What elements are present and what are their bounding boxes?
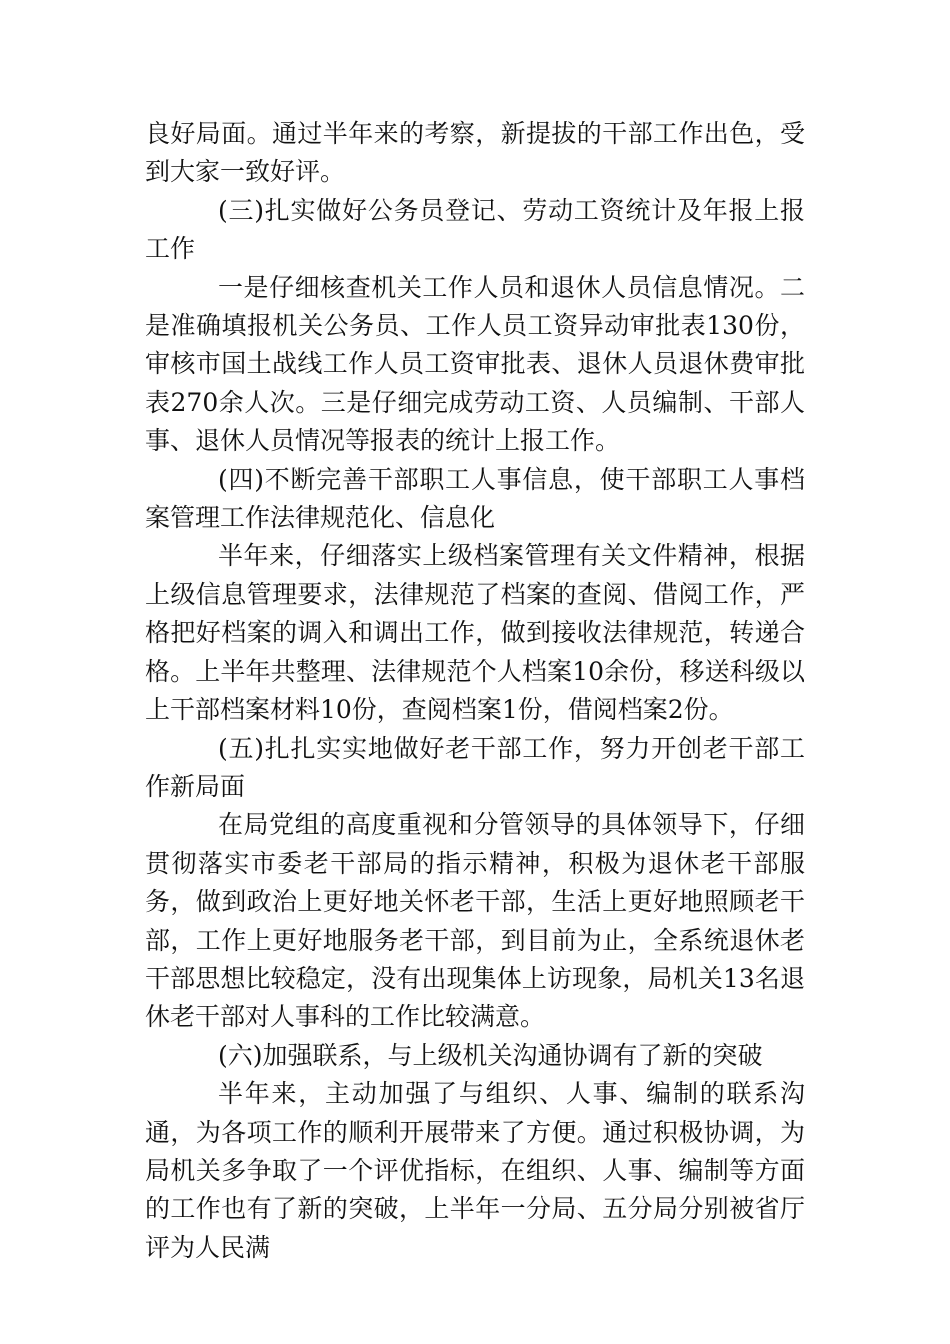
section-heading-4: (四)不断完善干部职工人事信息，使干部职工人事档案管理工作法律规范化、信息化 <box>145 464 805 533</box>
paragraph-body: 半年来，仔细落实上级档案管理有关文件精神，根据上级信息管理要求，法律规范了档案的查阅、借阅工作，严格把好档案的调入和调出工作，做到接收法律规范，转递合格。上半年共整理、法律规范个人档案10余份，移送科级以上干部档案材料10份，查阅档案1份，借阅档案2份。 <box>145 541 805 725</box>
paragraph-body: 半年来，主动加强了与组织、人事、编制的联系沟通，为各项工作的顺利开展带来了方便。通过积极协调，为局机关多争取了一个评优指标，在组织、人事、编制等方面的工作也有了新的突破，上半年一分局、五分局分别被省厅评为人民满 <box>145 1079 805 1262</box>
paragraph-body: 一是仔细核查机关工作人员和退休人员信息情况。二是准确填报机关公务员、工作人员工资异动审批表130份，审核市国土战线工作人员工资审批表、退休人员退休费审批表270余人次。三是仔细完成劳动工资、人员编制、干部人事、退休人员情况等报表的统计上报工作。 <box>145 272 805 456</box>
document-body <box>145 115 805 1267</box>
paragraph-continuation: 良好局面。通过半年来的考察，新提拔的干部工作出色，受到大家一致好评。 <box>145 119 805 187</box>
section-heading-5: (五)扎扎实实地做好老干部工作，努力开创老干部工作新局面 <box>145 733 805 801</box>
section-heading-3: (三)扎实做好公务员登记、劳动工资统计及年报上报工作 <box>145 195 805 264</box>
paragraph-body: 在局党组的高度重视和分管领导的具体领导下，仔细贯彻落实市委老干部局的指示精神，积极为退休老干部服务，做到政治上更好地关怀老干部，生活上更好地照顾老干部，工作上更好地服务老干部，到目前为止，全系统退休老干部思想比较稳定，没有出现集体上访现象，局机关13名退休老干部对人事科的工作比较满意。 <box>145 810 805 1032</box>
section-heading-6: (六)加强联系，与上级机关沟通协调有了新的突破 <box>218 1040 763 1070</box>
